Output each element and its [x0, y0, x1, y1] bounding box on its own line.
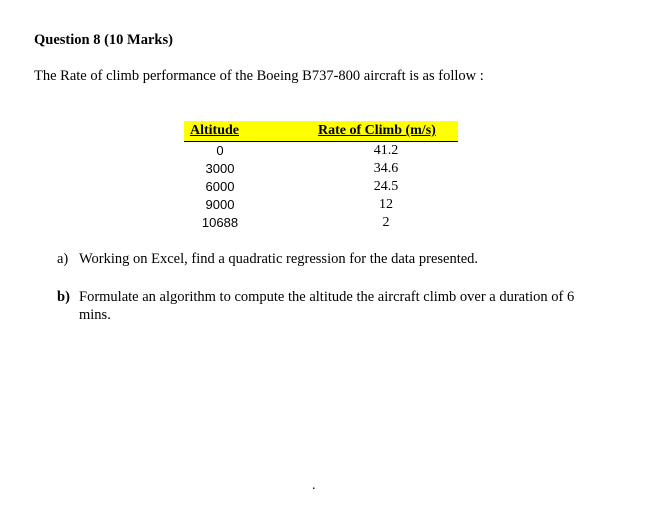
question-heading: Question 8 (10 Marks) — [34, 32, 173, 48]
part-b-label: b) — [57, 289, 70, 305]
part-b-text-line1: Formulate an algorithm to compute the altitude the aircraft climb over a duration of 6 — [79, 289, 575, 305]
cell-rate-of-climb: 41.2 — [373, 143, 399, 158]
table-header-row — [184, 121, 458, 142]
part-a-label: a) — [57, 251, 69, 267]
header-rate-of-climb: Rate of Climb (m/s) — [314, 121, 458, 142]
cell-rate-of-climb: 24.5 — [373, 179, 399, 194]
cell-gap — [256, 160, 314, 178]
cell-rate-of-climb: 12 — [379, 197, 393, 212]
table-row — [184, 178, 458, 196]
part-b — [57, 288, 637, 324]
cell-rate-of-climb: 34.6 — [373, 161, 399, 176]
table-row — [184, 160, 458, 178]
cell-altitude: 9000 — [205, 197, 235, 212]
stray-dot: . — [312, 478, 316, 493]
table-row — [184, 196, 458, 214]
cell-gap — [256, 178, 314, 196]
cell-gap — [256, 214, 314, 232]
cell-altitude: 6000 — [205, 179, 235, 194]
header-altitude: Altitude — [184, 121, 256, 142]
part-a-text: Working on Excel, find a quadratic regression for the data presented. — [79, 251, 479, 267]
part-a — [57, 250, 478, 268]
cell-rate-of-climb: 2 — [382, 215, 390, 230]
cell-altitude: 3000 — [205, 161, 235, 176]
cell-altitude: 10688 — [201, 215, 239, 230]
part-b-text-line2: mins. — [79, 307, 111, 323]
table-row — [184, 142, 458, 161]
cell-altitude: 0 — [216, 143, 224, 158]
cell-gap — [256, 196, 314, 214]
table-row — [184, 214, 458, 232]
climb-performance-table — [184, 121, 458, 232]
cell-gap — [256, 142, 314, 161]
question-intro: The Rate of climb performance of the Boeing B737-800 aircraft is as follow : — [34, 68, 484, 84]
header-gap — [256, 121, 314, 142]
